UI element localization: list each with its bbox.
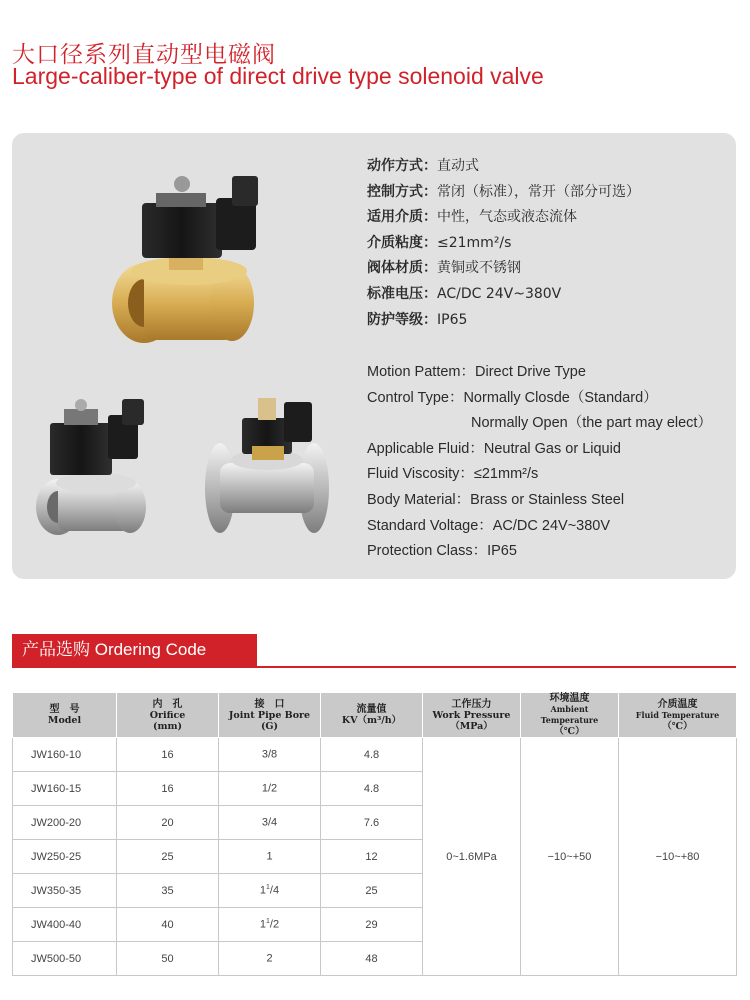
spec-row-en [367, 437, 712, 463]
col-header-cn: 型 号 [49, 704, 80, 715]
col-header-unit: (G) [260, 720, 279, 732]
cell-model: JW200-20 [13, 806, 117, 840]
table-row [13, 738, 737, 772]
bore-value: 1 [259, 918, 267, 931]
spec-label: 防护等级： [367, 311, 437, 328]
spec-value: ≤21mm²/s [437, 234, 512, 251]
spec-row-en [367, 514, 712, 540]
spec-label: 阀体材质： [367, 260, 437, 277]
spec-row-en [367, 488, 712, 514]
spec-panel [12, 133, 736, 579]
bore-sup: 1 [266, 884, 270, 892]
spec-label: Control Type： [367, 389, 464, 406]
cell-bore [219, 806, 321, 840]
spec-row-en [367, 386, 712, 412]
col-header-cn: 介质温度 [657, 698, 698, 710]
spec-value: IP65 [437, 311, 468, 328]
cell-pressure: 0~1.6MPa [423, 738, 521, 976]
col-header-unit: （℃） [554, 726, 585, 737]
col-header-cn: 接 口 [254, 698, 285, 710]
spec-row-cn [367, 206, 640, 232]
col-header-unit: （MPa） [450, 720, 493, 732]
spec-label: 标准电压： [367, 285, 437, 302]
cell-model: JW500-50 [13, 942, 117, 976]
bore-value: 3/8 [261, 748, 278, 761]
table-header-row [13, 693, 737, 738]
cell-orifice: 16 [117, 772, 219, 806]
cell-bore [219, 772, 321, 806]
col-header-en: Model [47, 715, 82, 726]
cell-kv: 7.6 [321, 806, 423, 840]
cell-orifice: 20 [117, 806, 219, 840]
cell-orifice: 25 [117, 840, 219, 874]
col-header-en: Work Pressure [432, 709, 511, 721]
col-header-ambient [521, 693, 619, 738]
cell-model: JW160-15 [13, 772, 117, 806]
col-header-en: Joint Pipe Bore [228, 709, 311, 721]
spec-label: 介质粘度： [367, 234, 437, 251]
spec-value: 直动式 [437, 158, 479, 174]
ordering-table [12, 692, 737, 976]
col-header-en: Orifice [149, 709, 186, 721]
spec-list-cn [367, 155, 640, 334]
cell-ambient-temp: −10~+50 [521, 738, 619, 976]
spec-value: Neutral Gas or Liquid [483, 440, 621, 457]
stainless-valve-image [36, 395, 166, 545]
col-header-cn: 工作压力 [451, 698, 492, 710]
spec-row-cn [367, 232, 640, 258]
col-header-orifice [117, 693, 219, 738]
spec-label: 动作方式： [367, 158, 437, 174]
col-header-cn: 流量值 [356, 704, 387, 715]
spec-value: Direct Drive Type [475, 364, 586, 380]
spec-row-cn [367, 283, 640, 309]
spec-value: ≤21mm²/s [473, 466, 539, 483]
col-header-en: Ambient Temperature [540, 704, 599, 725]
spec-label: Body Material： [367, 491, 471, 508]
bore-rest: /4 [269, 884, 280, 897]
spec-row-cn [367, 257, 640, 283]
spec-value: Normally Open（the part may elect） [471, 415, 712, 432]
spec-label: Applicable Fluid： [367, 440, 484, 457]
bore-value: 1 [259, 884, 267, 897]
spec-row-en [367, 462, 712, 488]
cell-bore [219, 874, 321, 908]
spec-label: 控制方式： [367, 183, 437, 200]
cell-bore [219, 942, 321, 976]
col-header-unit: KV（m³/h） [341, 715, 402, 726]
cell-model: JW160-10 [13, 738, 117, 772]
ordering-code-heading: 产品选购 Ordering Code [12, 634, 257, 666]
bore-value: 2 [266, 952, 273, 965]
spec-label: 适用介质： [367, 209, 437, 226]
col-header-cn: 环境温度 [549, 693, 590, 704]
col-header-bore [219, 693, 321, 738]
spec-row-en [367, 539, 712, 565]
spec-label: Protection Class： [367, 543, 488, 560]
spec-value: 中性，气态或液态流体 [437, 209, 577, 226]
spec-label: Standard Voltage： [367, 517, 493, 534]
col-header-cn: 内 孔 [152, 698, 183, 710]
cell-kv: 29 [321, 908, 423, 942]
bore-value: 1/2 [261, 782, 278, 795]
spec-label: Motion Pattem： [367, 364, 475, 380]
bore-value: 1 [266, 850, 273, 863]
cell-kv: 12 [321, 840, 423, 874]
spec-value: 常闭（标准），常开（部分可选） [437, 183, 640, 200]
spec-list-en [367, 360, 712, 565]
cell-model: JW350-35 [13, 874, 117, 908]
cell-bore [219, 908, 321, 942]
cell-orifice: 35 [117, 874, 219, 908]
spec-value: 黄铜或不锈钢 [437, 260, 521, 277]
page-title-cn: 大口径系列直动型电磁阀 [12, 42, 276, 68]
cell-orifice: 40 [117, 908, 219, 942]
spec-label: Fluid Viscosity： [367, 466, 474, 483]
cell-kv: 25 [321, 874, 423, 908]
cell-model: JW250-25 [13, 840, 117, 874]
heading-divider [12, 666, 736, 668]
spec-value: Brass or Stainless Steel [470, 491, 625, 508]
bore-rest: /2 [269, 918, 280, 931]
cell-fluid-temp: −10~+80 [619, 738, 737, 976]
cell-kv: 48 [321, 942, 423, 976]
spec-row-en [367, 411, 712, 437]
col-header-unit: （℃） [662, 720, 693, 732]
spec-value: Normally Closde（Standard） [463, 389, 658, 406]
spec-row-cn [367, 155, 640, 181]
spec-row-en [367, 360, 712, 386]
spec-row-cn [367, 309, 640, 335]
spec-value: AC/DC 24V~380V [437, 285, 562, 302]
col-header-en: Fluid Temperature [635, 709, 720, 720]
spec-value: AC/DC 24V~380V [492, 517, 611, 534]
cell-bore [219, 738, 321, 772]
cell-model: JW400-40 [13, 908, 117, 942]
cell-orifice: 50 [117, 942, 219, 976]
cell-orifice: 16 [117, 738, 219, 772]
flanged-valve-image [202, 388, 332, 548]
col-header-fluid-temp [619, 693, 737, 738]
spec-value: IP65 [487, 543, 517, 560]
col-header-unit: (mm) [152, 720, 183, 732]
col-header-pressure [423, 693, 521, 738]
col-header-model [13, 693, 117, 738]
page-title-en: Large-caliber-type of direct drive type solenoid valve [12, 63, 544, 89]
cell-kv: 4.8 [321, 772, 423, 806]
cell-bore [219, 840, 321, 874]
col-header-kv [321, 693, 423, 738]
bore-sup: 1 [266, 918, 270, 926]
cell-kv: 4.8 [321, 738, 423, 772]
bore-value: 3/4 [261, 816, 278, 829]
spec-row-cn [367, 181, 640, 207]
brass-valve-image [104, 168, 269, 353]
